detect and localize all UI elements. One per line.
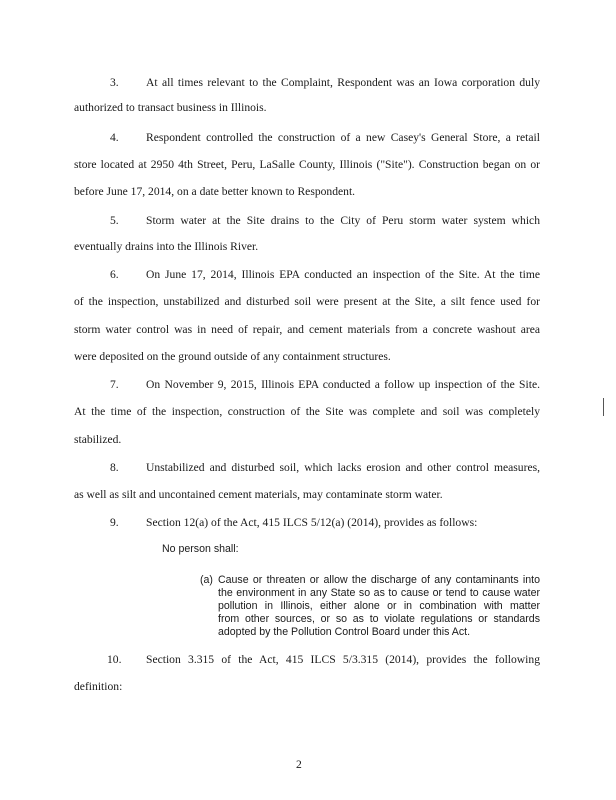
paragraph-line: of the inspection, unstabilized and disturbed soil were present at the Site, a silt fence used for xyxy=(74,295,540,308)
paragraph-number: 9. xyxy=(110,516,119,529)
paragraph-line: as well as silt and uncontained cement materials, may contaminate storm water. xyxy=(74,488,443,501)
paragraph-number: 8. xyxy=(110,461,119,474)
paragraph-line: Unstabilized and disturbed soil, which lacks erosion and other control measures, xyxy=(146,461,540,474)
paragraph-line: Section 12(a) of the Act, 415 ILCS 5/12(a) (2014), provides as follows: xyxy=(146,516,478,529)
paragraph-number: 3. xyxy=(110,76,119,89)
quote-line: from other sources, or so as to violate regulations or standards xyxy=(218,613,540,625)
quote-line: adopted by the Pollution Control Board under this Act. xyxy=(218,626,471,638)
paragraph-number: 4. xyxy=(110,131,119,144)
quote-line: pollution in Illinois, either alone or in combination with matter xyxy=(218,600,540,612)
paragraph-line: storm water control was in need of repair, and cement materials from a concrete washout area xyxy=(74,323,540,336)
quote-item-label: (a) xyxy=(200,574,213,586)
paragraph-line: Section 3.315 of the Act, 415 ILCS 5/3.315 (2014), provides the following xyxy=(146,653,540,666)
quote-line: the environment in any State so as to cause or tend to cause water xyxy=(218,587,540,599)
paragraph-line: On November 9, 2015, Illinois EPA conducted a follow up inspection of the Site. xyxy=(146,378,540,391)
paragraph-number: 6. xyxy=(110,268,119,281)
quote-line: Cause or threaten or allow the discharge of any contaminants into xyxy=(218,574,540,586)
paragraph-line: stabilized. xyxy=(74,433,122,446)
paragraph-line: authorized to transact business in Illinois. xyxy=(74,101,267,114)
quote-intro: No person shall: xyxy=(162,543,239,555)
paragraph-line: At all times relevant to the Complaint, Respondent was an Iowa corporation duly xyxy=(146,76,540,89)
paragraph-line: were deposited on the ground outside of any containment structures. xyxy=(74,350,391,363)
page-number: 2 xyxy=(296,758,302,771)
scan-edge-mark xyxy=(603,398,604,416)
paragraph-number: 10. xyxy=(107,653,122,666)
paragraph-line: eventually drains into the Illinois River. xyxy=(74,240,259,253)
paragraph-line: Respondent controlled the construction of a new Casey's General Store, a retail xyxy=(146,131,540,144)
paragraph-number: 5. xyxy=(110,214,119,227)
paragraph-line: definition: xyxy=(74,680,123,693)
paragraph-line: On June 17, 2014, Illinois EPA conducted an inspection of the Site. At the time xyxy=(146,268,540,281)
paragraph-line: At the time of the inspection, construction of the Site was complete and soil was completely xyxy=(74,405,540,418)
paragraph-line: Storm water at the Site drains to the City of Peru storm water system which xyxy=(146,214,540,227)
paragraph-number: 7. xyxy=(110,378,119,391)
paragraph-line: before June 17, 2014, on a date better known to Respondent. xyxy=(74,185,356,198)
paragraph-line: store located at 2950 4th Street, Peru, LaSalle County, Illinois ("Site"). Construction began on or xyxy=(74,158,540,171)
